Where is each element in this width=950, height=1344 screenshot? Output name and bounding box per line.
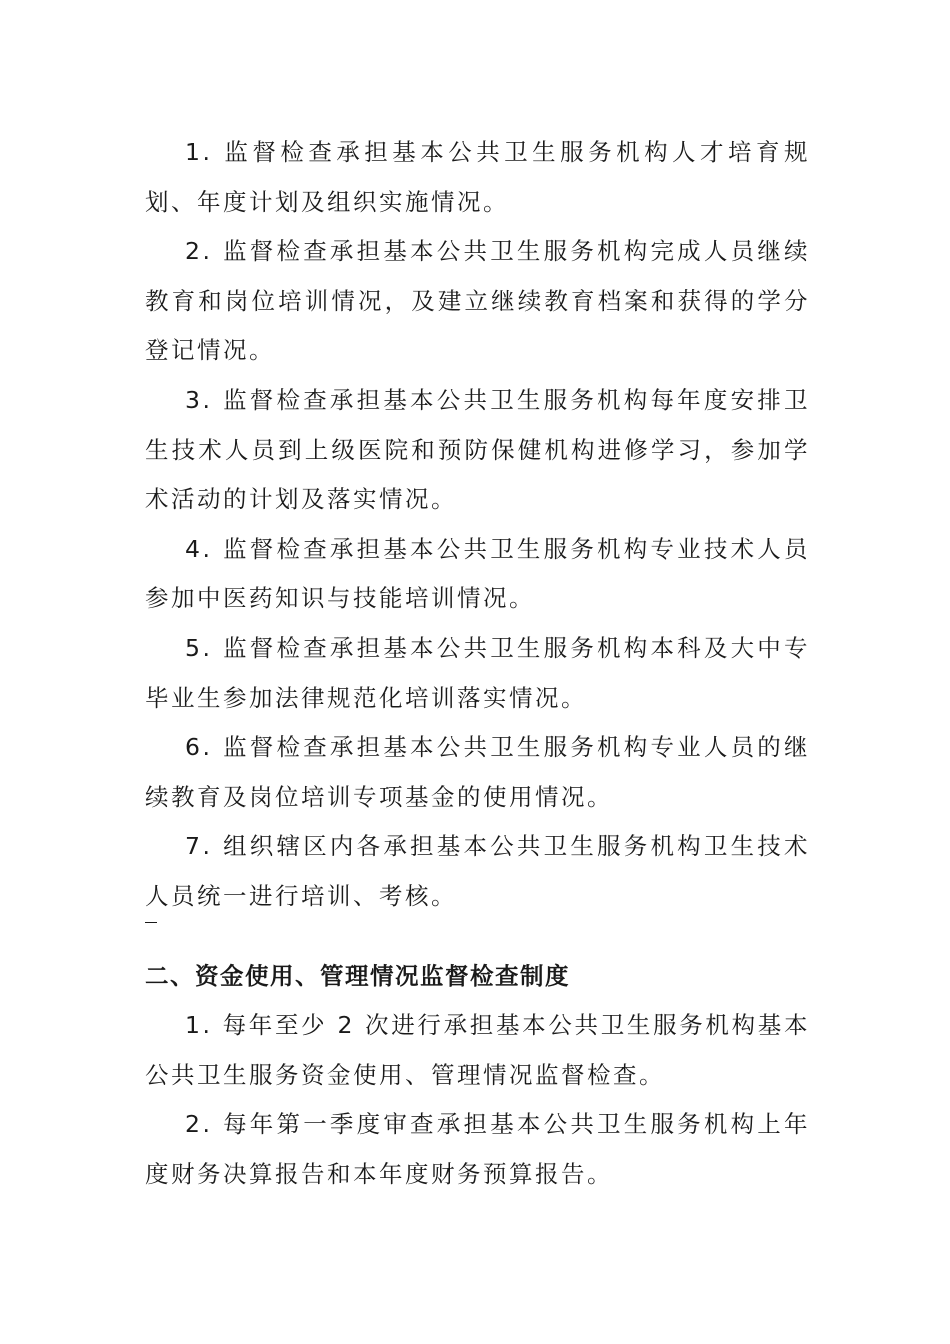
- section-divider-mark: [145, 922, 810, 944]
- document-body: [145, 128, 810, 1199]
- section2-item-2: 2. 每年第一季度审查承担基本公共卫生服务机构上年度财务决算报告和本年度财务预算报告。: [145, 1110, 810, 1188]
- section1-item-4: 4. 监督检查承担基本公共卫生服务机构专业技术人员参加中医药知识与技能培训情况。: [145, 534, 810, 613]
- section1-item-2: 2. 监督检查承担基本公共卫生服务机构完成人员继续教育和岗位培训情况，及建立继续教育档案和获得的学分登记情况。: [145, 237, 810, 365]
- section1-item-1: 1. 监督检查承担基本公共卫生服务机构人才培育规划、年度计划及组织实施情况。: [145, 138, 810, 216]
- section1-item-5: 5. 监督检查承担基本公共卫生服务机构本科及大中专毕业生参加法律规范化培训落实情况。: [145, 633, 810, 712]
- section2-heading: 二、资金使用、管理情况监督检查制度: [145, 961, 570, 990]
- section1-item-7: 7. 组织辖区内各承担基本公共卫生服务机构卫生技术人员统一进行培训、考核。: [145, 832, 810, 910]
- section2-item-1: 1. 每年至少 2 次进行承担基本公共卫生服务机构基本公共卫生服务资金使用、管理情况监督检查。: [145, 1011, 810, 1089]
- section1-item-3: 3. 监督检查承担基本公共卫生服务机构每年度安排卫生技术人员到上级医院和预防保健机构进修学习，参加学术活动的计划及落实情况。: [145, 385, 810, 514]
- section1-item-6: 6. 监督检查承担基本公共卫生服务机构专业人员的继续教育及岗位培训专项基金的使用情况。: [145, 733, 810, 811]
